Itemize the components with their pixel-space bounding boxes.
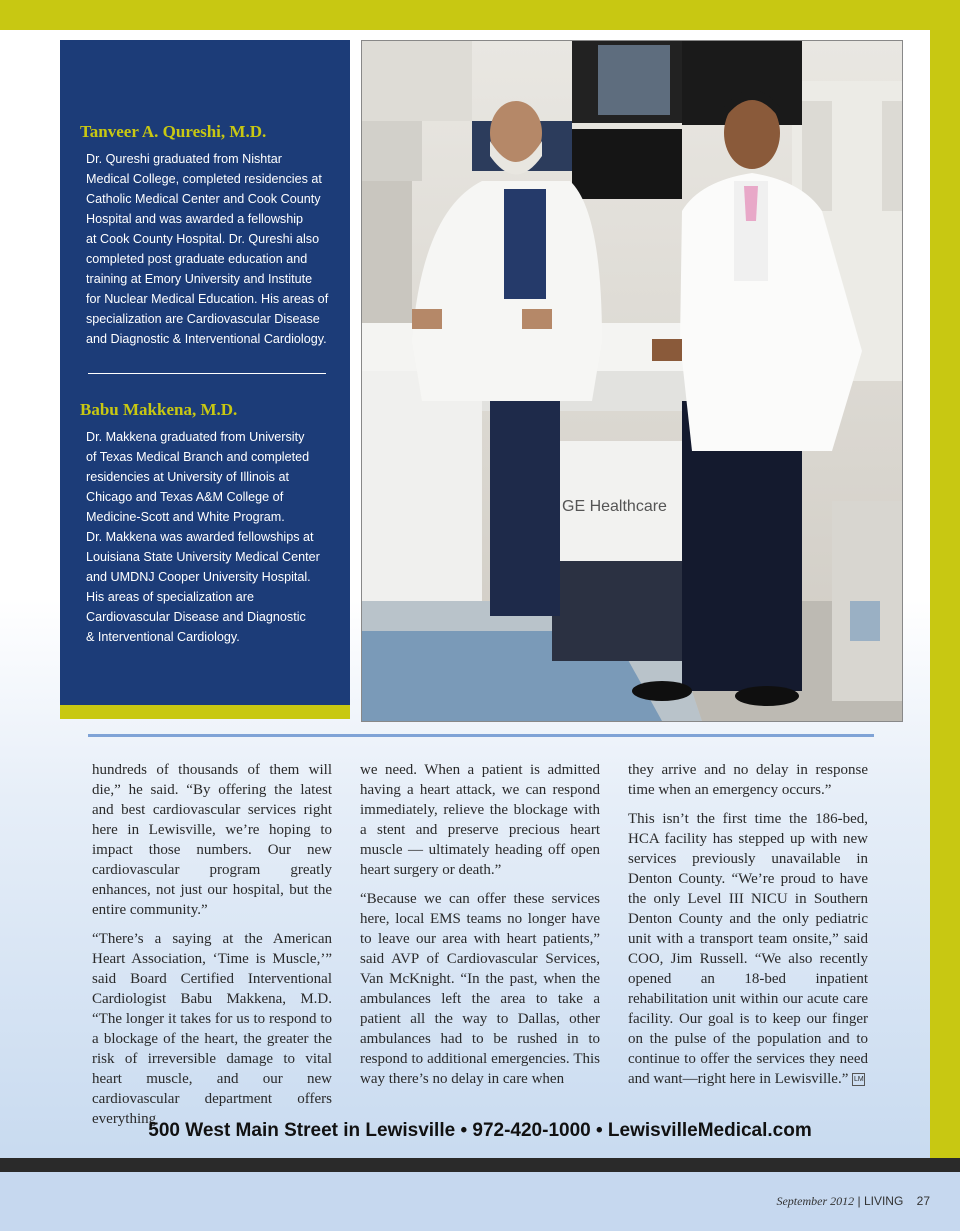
bio-name-makkena: Babu Makkena, M.D.	[80, 400, 238, 419]
paragraph: “Because we can offer these services here, local EMS teams no longer have to leave our area with heart patients,” said AVP of Cardiovascular Services, Van McKnight. “In the past, when the ambulances left the area to take a patient all the way to Dallas, other ambulances had to be rushed in to respond to additional emergencies. This way there’s no delay in care when	[360, 891, 600, 1087]
bio-line: Dr. Makkena graduated from University	[86, 430, 305, 444]
article-column-1	[92, 760, 332, 1138]
bio-panel-accent-stripe	[60, 705, 350, 719]
physician-bio-panel	[60, 40, 350, 705]
paragraph-text: This isn’t the first time the 186-bed, HCA facility has stepped up with new services previously unavailable in Denton County. “We’re proud to have the only Level III NICU in Southern Denton County and the only pediatric unit with a transport team onsite,” said COO, Jim Russell. “We also recently opened an 18-bed inpatient rehabilitation unit within our acute care facility. Our goal is to keep our finger on the pulse of the population and to continue to offer the services they need and want—right here in Lewisville.”	[628, 811, 868, 1087]
folio-separator: |	[857, 1194, 861, 1208]
right-accent-stripe	[930, 0, 960, 1160]
bio-line: for Nuclear Medical Education. His areas of	[86, 292, 329, 306]
bio-name-qureshi: Tanveer A. Qureshi, M.D.	[80, 122, 267, 141]
bio-line: residencies at University of Illinois at	[86, 470, 289, 484]
bio-line: specialization are Cardiovascular Disease	[86, 312, 320, 326]
end-mark-icon: LM	[852, 1073, 865, 1086]
page-folio	[776, 1194, 930, 1209]
top-accent-stripe	[0, 0, 960, 30]
folio-magazine: LIVING	[863, 1194, 904, 1208]
contact-footer-line: 500 West Main Street in Lewisville • 972-420-1000 • LewisvilleMedical.com	[148, 1120, 812, 1141]
bio-text-qureshi	[86, 149, 336, 349]
bio-line: Catholic Medical Center and Cook County	[86, 192, 321, 206]
section-rule	[88, 734, 874, 737]
page-number: 27	[916, 1194, 930, 1208]
bio-line: at Cook County Hospital. Dr. Qureshi also	[86, 232, 320, 246]
article-column-3	[628, 760, 868, 1098]
bio-line: Dr. Qureshi graduated from Nishtar	[86, 152, 282, 166]
paragraph	[628, 809, 868, 1089]
bio-line: training at Emory University and Institute	[86, 272, 313, 286]
physicians-cath-lab-photo	[361, 40, 903, 722]
bio-line: His areas of specialization are	[86, 590, 254, 604]
bio-line: and UMDNJ Cooper University Hospital.	[86, 570, 311, 584]
footer-black-bar	[0, 1158, 960, 1172]
paragraph: they arrive and no delay in response time when an emergency occurs.”	[628, 762, 868, 798]
bio-line: completed post graduate education and	[86, 252, 308, 266]
bio-line: Louisiana State University Medical Center	[86, 550, 320, 564]
folio-date: September 2012	[776, 1194, 855, 1208]
bio-line: Hospital and was awarded a fellowship	[86, 212, 304, 226]
bio-text-makkena	[86, 427, 336, 647]
ge-healthcare-label: GE Healthcare	[562, 498, 667, 515]
bio-line: Medicine-Scott and White Program.	[86, 510, 285, 524]
bio-line: of Texas Medical Branch and completed	[86, 450, 310, 464]
bio-line: Cardiovascular Disease and Diagnostic	[86, 610, 306, 624]
bio-line: & Interventional Cardiology.	[86, 630, 240, 644]
photo-illustration	[362, 41, 902, 721]
bio-line: and Diagnostic & Interventional Cardiology.	[86, 332, 327, 346]
paragraph: “There’s a saying at the American Heart Association, ‘Time is Muscle,’” said Board Certified Interventional Cardiologist Babu Makkena, M.D. “The longer it takes for us to respond to a blockage of the heart, the greater the risk of irreversible damage to vital heart muscle, and our new cardiovascular department offers everything	[92, 931, 332, 1127]
paragraph: hundreds of thousands of them will die,” he said. “By offering the latest and best cardiovascular services right here in Lewisville, we’re hoping to impact those numbers. Our new cardiovascular program greatly enhances, not just our hospital, but the entire community.”	[92, 762, 332, 918]
article-column-2	[360, 760, 600, 1098]
bio-divider	[88, 373, 326, 374]
bio-line: Chicago and Texas A&M College of	[86, 490, 284, 504]
bio-line: Medical College, completed residencies at	[86, 172, 322, 186]
bio-line: Dr. Makkena was awarded fellowships at	[86, 530, 314, 544]
paragraph: we need. When a patient is admitted having a heart attack, we can respond immediately, relieve the blockage with a stent and preserve precious heart muscle — ultimately heading off open heart surgery or death.”	[360, 762, 600, 878]
